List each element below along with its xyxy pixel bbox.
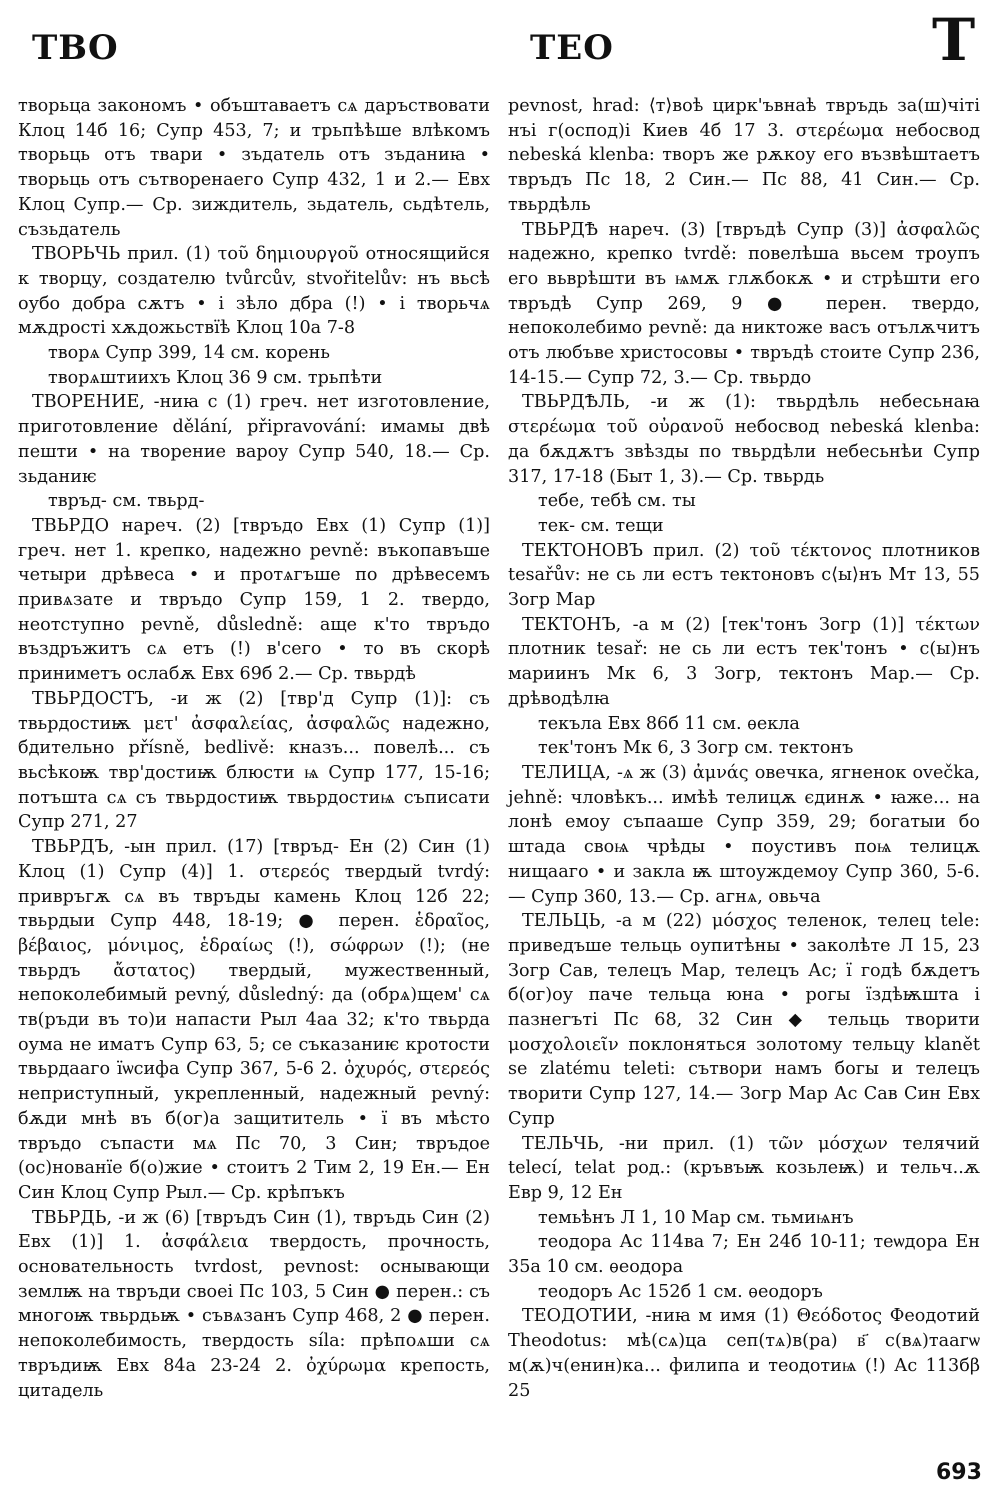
cross-reference: темьѣнъ Л 1, 10 Мар см. тьмиѩнъ [538, 1207, 854, 1228]
entry-telchi: ТЕЛЬЧЬ, -ни прил. (1) τῶν μόσχων телячий telecí, telat род.: (кръвъѭ козьлеѭ) и тельч..ѫ Евр 9, 12 Ен [508, 1133, 980, 1203]
entry-tvrdel: ТВЬРДѢЛЬ, -и ж (1): твьрдѣль небесьнаꙗ στερέωμα τοῦ οὐρανοῦ небосвод nebeská klenba: да бѫдѫтъ звѣзды по твьрдѣли небесьнѣи Супр 317, 17-18 (Быт 1, 3).— Ср. твьрдь [508, 392, 980, 487]
entry-continuation: творьца закономъ • объштаваетъ сѧ даръствовати Клоц 14б 16; Супр 453, 7; и трьпѣѣше влѣкомъ творьць отъ твари • зъдатель отъ зъданиꙗ • творьць отъ сътворенаего Супр 432, 1 и 2.— Евх Клоц Супр.— Ср. зиждитель, зьдатель, сьдѣтель, съзьдатель [18, 96, 490, 240]
cross-reference: текъла Евх 86б 11 см. ѳекла [538, 713, 800, 734]
cross-reference: творѧштиихъ Клоц 36 9 см. трьпѣти [48, 367, 383, 388]
cross-reference: теодоръ Ас 152б 1 см. ѳеодоръ [538, 1281, 823, 1302]
cross-reference: твръд- см. твьрд- [48, 491, 205, 512]
section-letter: Т [932, 6, 977, 74]
running-head-left: ТВО [32, 28, 119, 68]
entry-tvrdost: ТВЬРДОСТЪ, -и ж (2) [твр'д Супр (1)]: съ твьрдостиѭ μετ' ἀσφαλείας, ἀσφαλῶς надежно, бдительно přísně, bedlivě: кназъ... повелѣ... съ вьсѣкоѭ твр'достиѭ блюсти ѩ Супр 177, 15-16; потъшта сѧ съ твьрдостиѭ твьрдостиѩ съписати Супр 271, 27 [18, 688, 490, 833]
entry-tekton: ТЕКТОНЪ, -а м (2) [тек'тонъ Зогр (1)] τέκτων плотник tesař: не сь ли естъ тек'тонъ • с(ы)нъ мариинъ Мк 6, 3 Зогр, тектонъ Мар.— Ср. дрѣводѣлꙗ [508, 614, 980, 709]
entry-tvrd: ТВЬРДЪ, -ын прил. (17) [твръд- Ен (2) Син (1) Клоц (1) Супр (4)] 1. στερεός твердый tvrdý: привръгѫ сѧ въ твръды камень Клоц 12б 22; твьрдыи Супр 448, 18-19; ● перен. ἑδραῖος, βέβαιος, μόνιμος, ἑδραίως (!), σώφρων (!); (не твьрдъ ἄστατος) твердый, мужественный, непоколебимый pevný, důsledný: да (обрѧ)щем' сѧ тв(ръди въ то)и напасти Рыл 4аа 32; к'то твьрда оума не иматъ Супр 63, 5; се съказаниѥ кротости твьрдааго їѡсифа Супр 367, 5-6 2. ὀχυρός, στερεός неприступный, укрепленный, надежный pevný: бѫди мнѣ въ б(ог)а защититель • ї въ мѣсто твръдо съпасти мѧ Пс 70, 3 Син; твръдое (ос)нованїе б(о)жие • стоитъ 2 Тим 2, 19 Ен.— Ен Син Клоц Супр Рыл.— Ср. крѣпъкъ [18, 837, 490, 1203]
entry-telec: ТЕЛЬЦЬ, -а м (22) μόσχος теленок, телец tele: приведъше тельць оупитѣны • заколѣте Л 15, 23 Зогр Сав, телецъ Мар, телецъ Ас; ї годѣ бѫдетъ б(ог)оу паче тельца юна • рогы їздѣѭшта і пазнегъті Пс 68, 32 Син ◆ тельць творити μοσχολοιεῖν поклоняться золотому тельцу klanět se zlatému teleti: сътвори намъ богы и телецъ творити Супр 127, 14.— Зогр Мар Ас Сав Син Евх Супр [508, 911, 980, 1129]
cross-reference: теодора Ас 114ва 7; Ен 24б 10-11; теѡдора Ен 35а 10 см. ѳеодора [508, 1232, 980, 1278]
entry-teodotii: ТЕОДОТИИ, -ниꙗ м имя (1) Θεόδοτος Феодотий Theodotus: мѣ(сѧ)ца сеп(тѧ)в(ра) в҃ с(вѧ)таагѡ м(ѫ)ч(енин)ка... филипа и теодотиѩ (!) Ас 113бβ 25 [508, 1306, 980, 1401]
cross-reference: тебе, тебѣ см. ты [538, 491, 696, 512]
page-number: 693 [936, 1460, 982, 1485]
left-column [18, 94, 490, 1403]
running-head-right: ТЕО [530, 28, 614, 68]
entry-tvrde: ТВЬРДѢ нареч. (3) [твръдѣ Супр (3)] ἀσφαλῶς надежно, крепко tvrdě: повелѣша вьсем троупъ его вьврѣшти въ ѩмѫ глѫбокѫ • и стрѣшти его твръдѣ Супр 269, 9 ● перен. твердо, непоколебимо pevně: да никтоже васъ отълѫчитъ отъ любъве христосовы • твръдѣ стоите Супр 236, 14-15.— Супр 72, 3.— Ср. твьрдо [508, 219, 980, 388]
entry-tvrdo: ТВЬРДО нареч. (2) [твръдо Евх (1) Супр (1)] греч. нет 1. крепко, надежно pevně: въкопавъше четыри дрѣвеса • и протѧгъше по дрѣвесемъ привѧзате и твръдо Супр 159, 1 2. твердо, неотступно pevně, důsledně: аще к'то твръдо въздръжитъ сѧ етъ (!) в'сего • то въ скорѣ приниметъ ослабѫ Евх 69б 2.— Ср. твьрдѣ [18, 515, 490, 685]
right-column [508, 94, 980, 1403]
cross-reference: тек- см. тещи [538, 515, 664, 536]
entry-tvrdi: ТВЬРДЬ, -и ж (6) [твръдъ Син (1), твръдь Син (2) Евх (1)] 1. ἀσφάλεια твердость, прочность, основательность tvrdost, pevnost: оснывающи землѭ на твръди своеі Пс 103, 5 Син ● перен.: съ многоѭ твьрдьѭ • съвѧзанъ Супр 468, 2 ● перен. непоколебимость, твердость síla: прѣпоѧши сѧ твръдиѭ Евх 84а 23-24 2. ὀχύρωμα крепость, цитадель [18, 1207, 490, 1401]
entry-tektonov: ТЕКТОНОВЪ прил. (2) τοῦ τέκτονος плотников tesařův: не сь ли естъ тектоновъ с⟨ы⟩нъ Мт 13, 55 Зогр Мар [508, 540, 980, 611]
entry-tvorenie: ТВОРЕНИЕ, -ниꙗ с (1) греч. нет изготовление, приготовление dělání, připravování: имамы двѣ пешти • на творение вароу Супр 540, 18.— Ср. зьданиѥ [18, 392, 490, 487]
cross-reference: творѧ Супр 399, 14 см. корень [48, 343, 330, 364]
entry-telica: ТЕЛИЦА, -ѧ ж (3) ἀμνάς овечка, ягненок ovečka, jehně: чловѣкъ... имѣѣ телицѫ єдинѫ • ꙗже... на лонѣ емоу съпааше Супр 359, 29; богатыи бо штада своѩ чрѣды • поустивъ поѩ телицѫ нищааго • и закла ѭ штоуждемоу Супр 360, 5-6.— Супр 360, 13.— Ср. агнѧ, овьча [508, 762, 980, 907]
cross-reference: тек'тонъ Мк 6, 3 Зогр см. тектонъ [538, 738, 854, 759]
entry-continuation: pevnost, hrad: ⟨т⟩воѣ цирк'ъвнаѣ твръдь за(ш)чіті нъі г(оспод)і Киев 4б 17 3. στερέωμα небосвод nebeská klenba: творъ же рѫкоу его възвѣштаетъ твръдъ Пс 18, 2 Син.— Пс 88, 41 Син.— Ср. твьрдѣль [508, 96, 980, 215]
entry-tvorchi: ТВОРЬЧЬ прил. (1) τοῦ δημιουργοῦ относящийся к творцу, создателю tvůrcův, stvořitelův: нъ вьсѣ оубо добра сѫтъ • і зѣло дбра (!) • і творьчѧ мѫдрості хѫдожьствїѣ Клоц 10а 7-8 [18, 244, 490, 339]
